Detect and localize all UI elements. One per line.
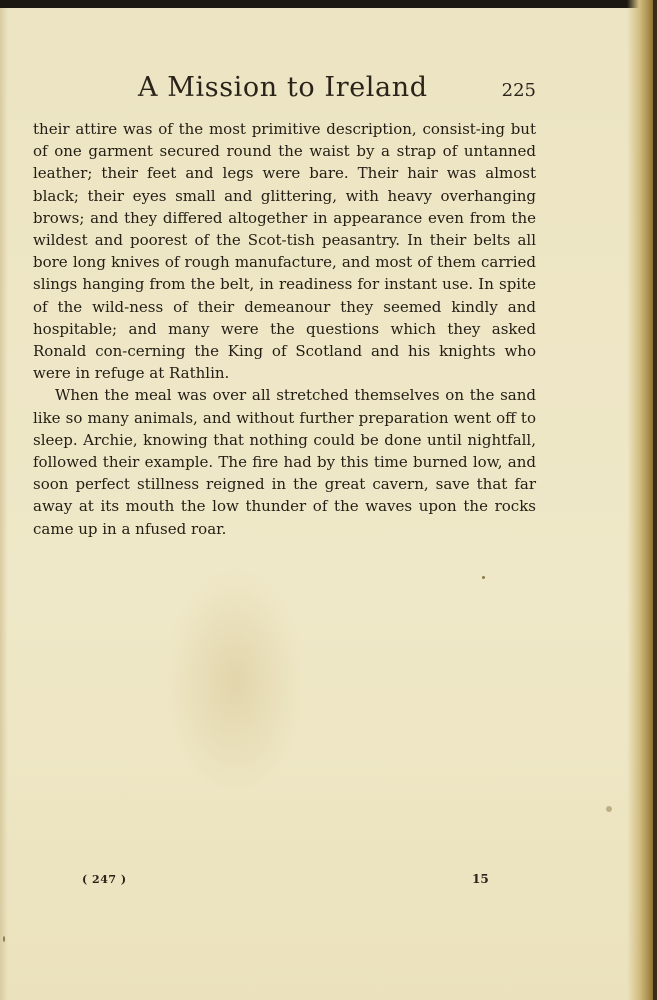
signature-mark-left: ( 247 ) bbox=[82, 873, 127, 886]
running-head bbox=[138, 72, 538, 108]
body-text bbox=[33, 118, 536, 540]
page-speck bbox=[606, 806, 612, 812]
page-left-edge bbox=[0, 8, 8, 1000]
paragraph-2: When the meal was over all stretched themselves on the sand like so many animals, and without further preparation went off to sleep. Archie, knowing that nothing could be done until nightfall, followed their example. The fire had by this time burned low, and soon perfect stillness reigned in the great cavern, save that far away at its mouth the low thunder of the waves upon the rocks came up in a nfused roar. bbox=[33, 386, 536, 538]
page-speck bbox=[482, 576, 485, 579]
binding-edge bbox=[653, 0, 657, 1000]
signature-mark-right: 15 bbox=[472, 872, 489, 886]
page-number: 225 bbox=[501, 80, 536, 101]
paragraph-1: their attire was of the most primitive description, consist-ing but of one garment secured round the waist by a strap of untanned leather; their feet and legs were bare. Their hair was almost black; their eyes small and glittering, with heavy overhanging brows; and they differed altogether in appearance even from the wildest and poorest of the Scot-tish peasantry. In their belts all bore long knives of rough manufacture, and most of them carried slings hanging from the belt, in readiness for instant use. In spite of the wild-ness of their demeanour they seemed kindly and hospitable; and many were the questions which they asked Ronald con-cerning the King of Scotland and his knights who were in refuge at Rathlin. bbox=[33, 120, 536, 383]
running-title: A Mission to Ireland bbox=[138, 72, 428, 103]
page-speck bbox=[3, 936, 5, 942]
